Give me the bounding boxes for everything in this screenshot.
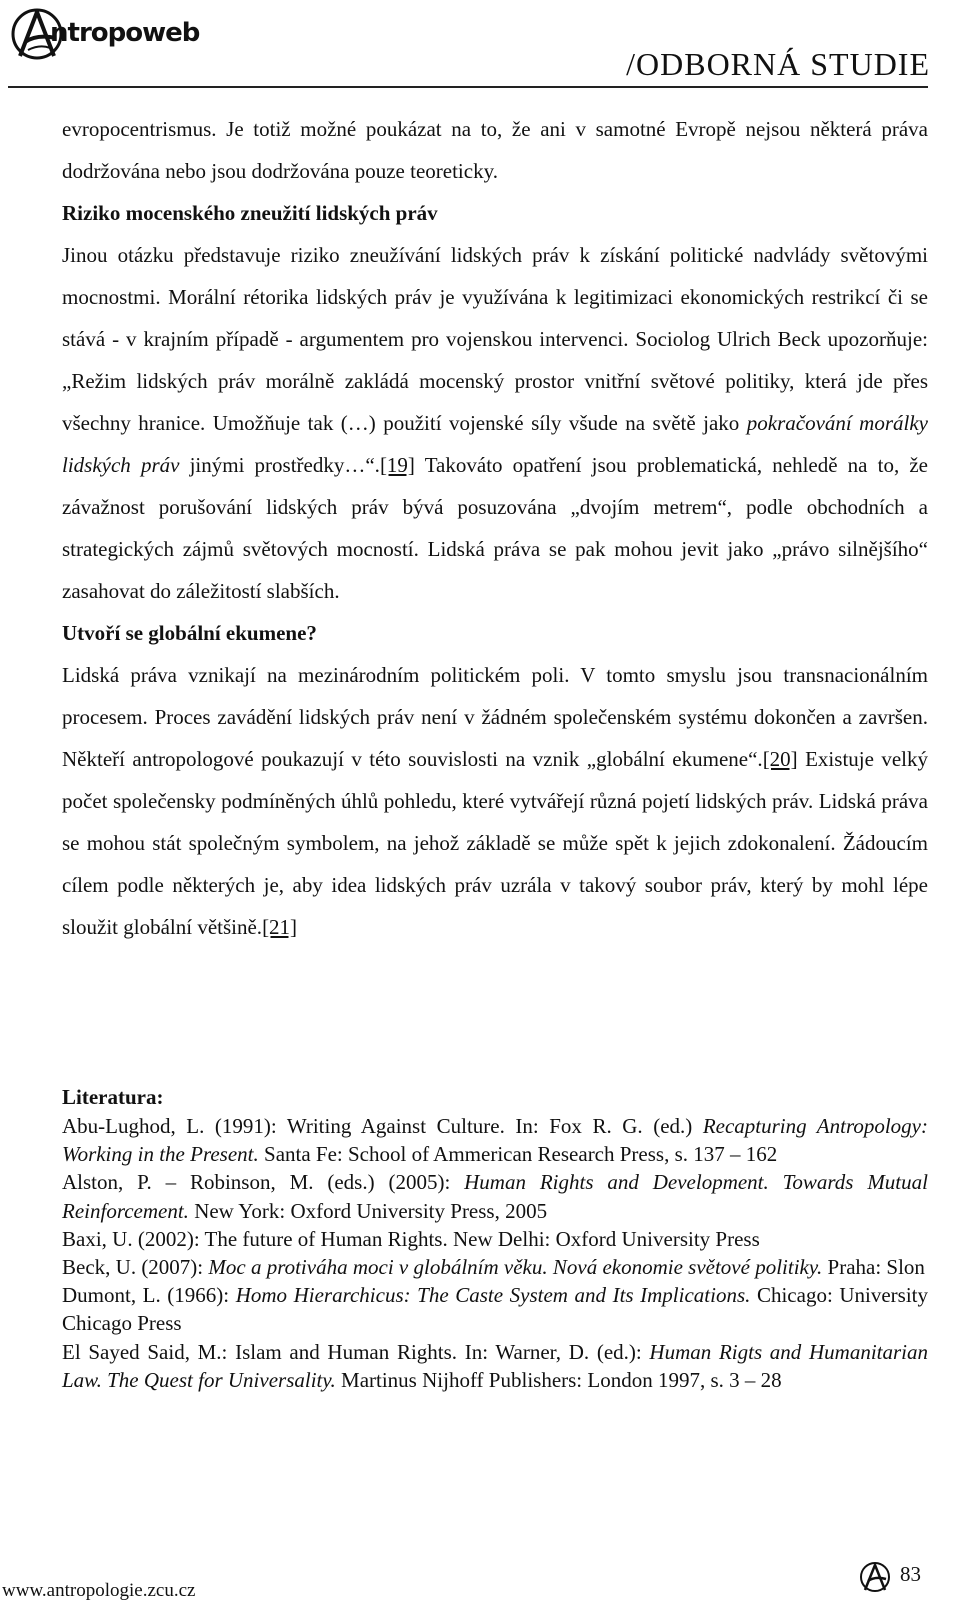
footer-url-link[interactable]: www.antropologie.zcu.cz — [2, 1580, 196, 1601]
paragraph-1: evropocentrismus. Je totiž možné poukázat na to, že ani v samotné Evropě nejsou některá práva dodržována nebo jsou dodržována pouze teoreticky. — [62, 117, 928, 183]
article-body — [62, 108, 928, 948]
reference-item: El Sayed Said, M.: Islam and Human Rights. In: Warner, D. (ed.): Human Rigts and Humanitarian Law. The Quest for Universality. Martinus Nijhoff Publishers: London 1997, s. 3 – 28 — [62, 1339, 928, 1392]
heading-ecumene: Utvoří se globální ekumene? — [62, 621, 317, 645]
paragraph-3: Lidská práva vznikají na mezinárodním politickém poli. V tomto smyslu jsou transnacionálním procesem. Proces zavádění lidských práv není v žádném společenském systému dokončen a završen. Někteří antropologové poukazují v této souvislosti na vznik „globální ekumene“.[20] Existuje velký počet společensky podmíněných úhlů pohledu, které vytvářejí různá pojetí lidských práv. Lidská práva se mohou stát společným symbolem, na jehož základě se může spět k jejich zdokonalení. Žádoucím cílem podle některých je, aby idea lidských práv uzrála v takový soubor práv, který by mohl lépe sloužit globální většině.[21] — [62, 663, 929, 939]
reference-item: Beck, U. (2007): Moc a protiváha moci v globálním věku. Nová ekonomie světové politiky. Praha: Slon — [62, 1255, 925, 1280]
heading-risk: Riziko mocenského zneužití lidských práv — [62, 201, 438, 225]
logo-text: ntropoweb — [50, 18, 200, 48]
header-rule — [8, 86, 928, 88]
paragraph-2: Jinou otázku představuje riziko zneužívání lidských práv k získání politické nadvlády světovými mocnostmi. Morální rétorika lidských práv je využívána k legitimizaci ekonomických restrikcí či se stává - v krajním případě - argumentem pro vojenskou intervenci. Sociolog Ulrich Beck upozorňuje: „Režim lidských práv morálně zakládá mocenský prostor vnitřní světové politiky, která jde přes všechny hranice. Umožňuje tak (…) použití vojenské síly všude na světě jako pokračování morálky lidských práv jinými prostředky…“.[19] Takováto opatření jsou problematická, nehledě na to, že závažnost porušování lidských práv bývá posuzována „dvojím metrem“, podle obchodních a strategických zájmů světových mocností. Lidská práva se pak mohou jevit jako „právo silnějšího“ zasahovat do záležitostí slabších. — [62, 243, 928, 603]
references — [62, 1082, 928, 1394]
footnote-link-19[interactable]: [19] — [379, 453, 415, 477]
reference-item: Alston, P. – Robinson, M. (eds.) (2005): Human Rights and Development. Towards Mutual Reinforcement. New York: Oxford University Press, 2005 — [62, 1170, 928, 1223]
footnote-link-20[interactable]: [20] — [762, 747, 798, 771]
reference-item: Abu-Lughod, L. (1991): Writing Against Culture. In: Fox R. G. (ed.) Recapturing Antropology: Working in the Present. Santa Fe: School of Ammerican Research Press, s. 137 – 162 — [62, 1114, 928, 1167]
reference-item: Dumont, L. (1966): Homo Hierarchicus: The Caste System and Its Implications. Chicago: University Chicago Press — [62, 1283, 928, 1336]
section-label: /ODBORNÁ STUDIE — [626, 46, 930, 82]
reference-item: Baxi, U. (2002): The future of Human Rights. New Delhi: Oxford University Press — [62, 1226, 760, 1251]
references-heading: Literatura: — [62, 1085, 164, 1109]
footnote-link-21[interactable]: [21] — [262, 915, 298, 939]
page-header — [0, 0, 960, 90]
page-number: 83 — [900, 1562, 921, 1586]
antropoweb-small-logo-icon — [858, 1560, 892, 1594]
